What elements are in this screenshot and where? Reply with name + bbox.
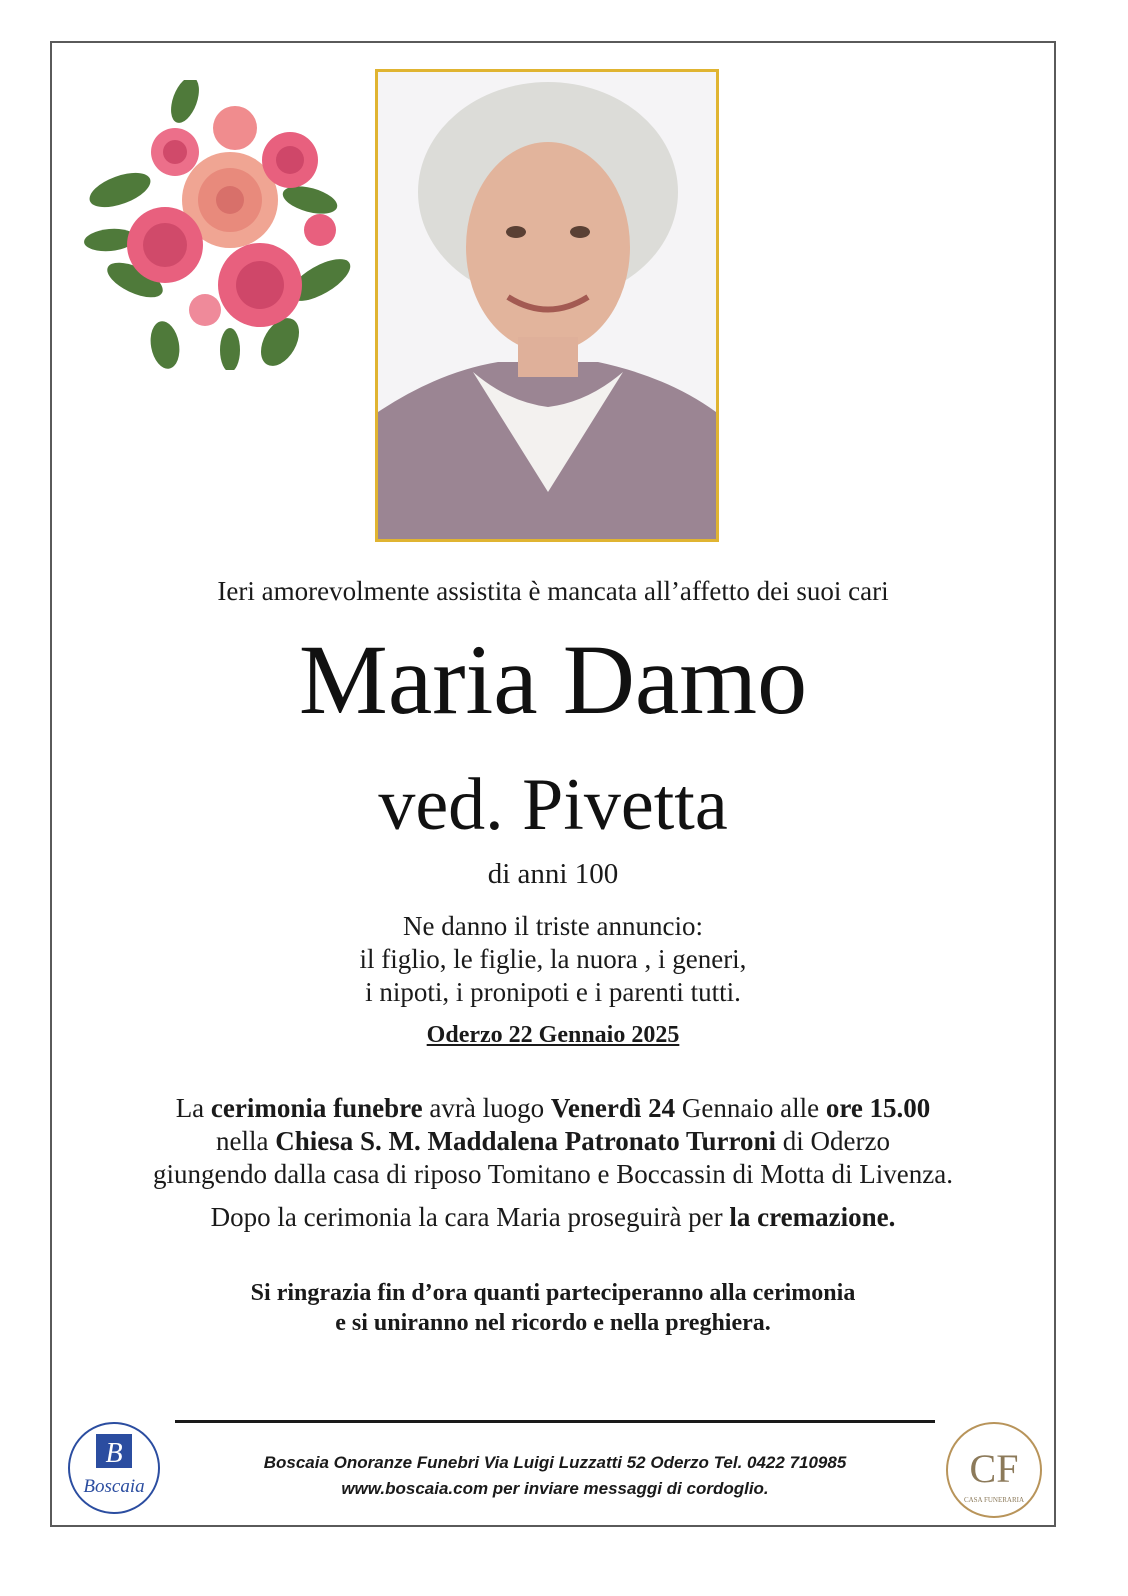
thanks-line: e si uniranno nel ricordo e nella preghiera. [335,1310,771,1336]
rose-bouquet-icon [80,80,355,370]
footer-divider [175,1420,935,1423]
casa-funeraria-logo-icon [944,1420,1044,1520]
ceremony-line-2: nella Chiesa S. M. Maddalena Patronato Turroni di Oderzo [215,1126,891,1156]
boscaia-logo-icon [66,1420,162,1516]
ceremony-details [50,1092,1056,1191]
ceremony-line-1: La cerimonia funebre avrà luogo Venerdì 24 Gennaio alle ore 15.00 [175,1093,931,1123]
thanks-line: Si ringrazia fin d’ora quanti parteciperanno alla cerimonia [250,1280,856,1306]
ceremony-line-3: giungendo dalla casa di riposo Tomitano e Boccassin di Motta di Livenza. [153,1159,953,1189]
intro-text: Ieri amorevolmente assistita è mancata all’affetto dei suoi cari [217,576,889,606]
mourners-line: Ne danno il triste annuncio: [403,911,703,941]
thanks-note [50,1278,1056,1338]
svg-text:CF: CF [969,1446,1019,1491]
cremation-note: Dopo la cerimonia la cara Maria proseguirà per la cremazione. [210,1202,896,1232]
footer-address: Boscaia Onoranze Funebri Via Luigi Luzzatti 52 Oderzo Tel. 0422 710985 [263,1453,847,1472]
funeral-home-info [175,1450,935,1502]
svg-text:Boscaia: Boscaia [83,1476,145,1497]
place-date: Oderzo 22 Gennaio 2025 [426,1022,680,1048]
svg-text:CASA FUNERARIA: CASA FUNERARIA [963,1496,1025,1504]
deceased-name: Maria Damo [298,624,808,735]
widow-of-name: ved. Pivetta [378,764,728,846]
portrait-photo [375,69,719,542]
mourners-list [50,910,1056,1009]
footer-website[interactable]: www.boscaia.com per inviare messaggi di cordoglio. [341,1479,769,1498]
age-text: di anni 100 [487,858,619,890]
svg-text:B: B [105,1438,123,1469]
mourners-line: il figlio, le figlie, la nuora , i generi, [359,944,747,974]
mourners-line: i nipoti, i pronipoti e i parenti tutti. [365,977,741,1007]
